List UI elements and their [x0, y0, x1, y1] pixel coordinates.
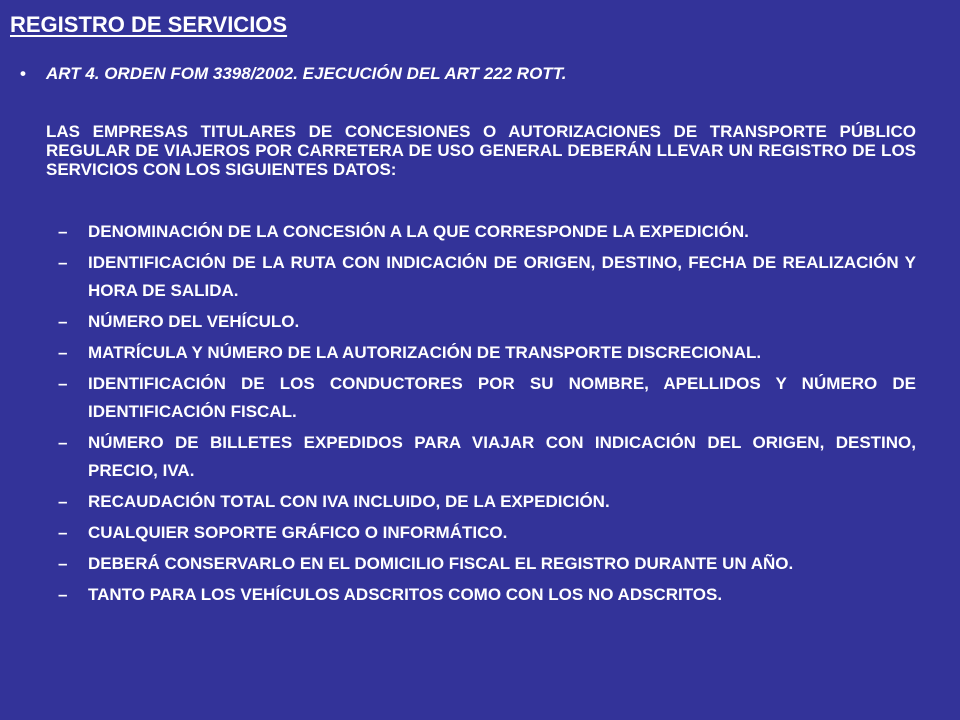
data-requirements-list — [58, 218, 916, 612]
list-item — [58, 429, 916, 485]
list-item — [58, 370, 916, 426]
list-item — [58, 249, 916, 305]
list-item-text: IDENTIFICACIÓN DE LOS CONDUCTORES POR SU NOMBRE, APELLIDOS Y NÚMERO DE IDENTIFICACIÓN FISCAL. — [88, 374, 916, 421]
list-item-text: IDENTIFICACIÓN DE LA RUTA CON INDICACIÓN DE ORIGEN, DESTINO, FECHA DE REALIZACIÓN Y HORA DE SALIDA. — [88, 253, 916, 300]
list-item-text: RECAUDACIÓN TOTAL CON IVA INCLUIDO, DE LA EXPEDICIÓN. — [88, 492, 610, 511]
bullet-item — [20, 64, 900, 84]
dash-marker: – — [58, 374, 68, 393]
list-item-text: CUALQUIER SOPORTE GRÁFICO O INFORMÁTICO. — [88, 523, 508, 542]
dash-marker: – — [58, 343, 68, 362]
list-item-text: TANTO PARA LOS VEHÍCULOS ADSCRITOS COMO CON LOS NO ADSCRITOS. — [88, 585, 723, 604]
list-item-text: MATRÍCULA Y NÚMERO DE LA AUTORIZACIÓN DE TRANSPORTE DISCRECIONAL. — [88, 343, 762, 362]
list-item-text: NÚMERO DEL VEHÍCULO. — [88, 312, 300, 331]
list-item-text: DEBERÁ CONSERVARLO EN EL DOMICILIO FISCAL EL REGISTRO DURANTE UN AÑO. — [88, 554, 794, 573]
list-item — [58, 339, 916, 367]
dash-marker: – — [58, 253, 68, 272]
list-item — [58, 218, 916, 246]
slide-title: REGISTRO DE SERVICIOS — [10, 12, 288, 37]
bullet-marker: • — [20, 64, 26, 83]
list-item — [58, 581, 916, 609]
list-item-text: DENOMINACIÓN DE LA CONCESIÓN A LA QUE CORRESPONDE LA EXPEDICIÓN. — [88, 222, 749, 241]
dash-marker: – — [58, 585, 68, 604]
list-item — [58, 519, 916, 547]
list-item — [58, 550, 916, 578]
list-item — [58, 488, 916, 516]
list-item-text: NÚMERO DE BILLETES EXPEDIDOS PARA VIAJAR CON INDICACIÓN DEL ORIGEN, DESTINO, PRECIO, IVA. — [88, 433, 916, 480]
dash-marker: – — [58, 523, 68, 542]
list-item — [58, 308, 916, 336]
dash-marker: – — [58, 222, 68, 241]
dash-marker: – — [58, 492, 68, 511]
dash-marker: – — [58, 554, 68, 573]
dash-marker: – — [58, 433, 68, 452]
intro-paragraph: LAS EMPRESAS TITULARES DE CONCESIONES O AUTORIZACIONES DE TRANSPORTE PÚBLICO REGULAR DE VIAJEROS POR CARRETERA DE USO GENERAL DEBERÁN LLEVAR UN REGISTRO DE LOS SERVICIOS CON LOS SIGUIENTES DATOS: — [46, 122, 916, 179]
bullet-text: ART 4. ORDEN FOM 3398/2002. EJECUCIÓN DEL ART 222 ROTT. — [46, 64, 567, 83]
dash-marker: – — [58, 312, 68, 331]
